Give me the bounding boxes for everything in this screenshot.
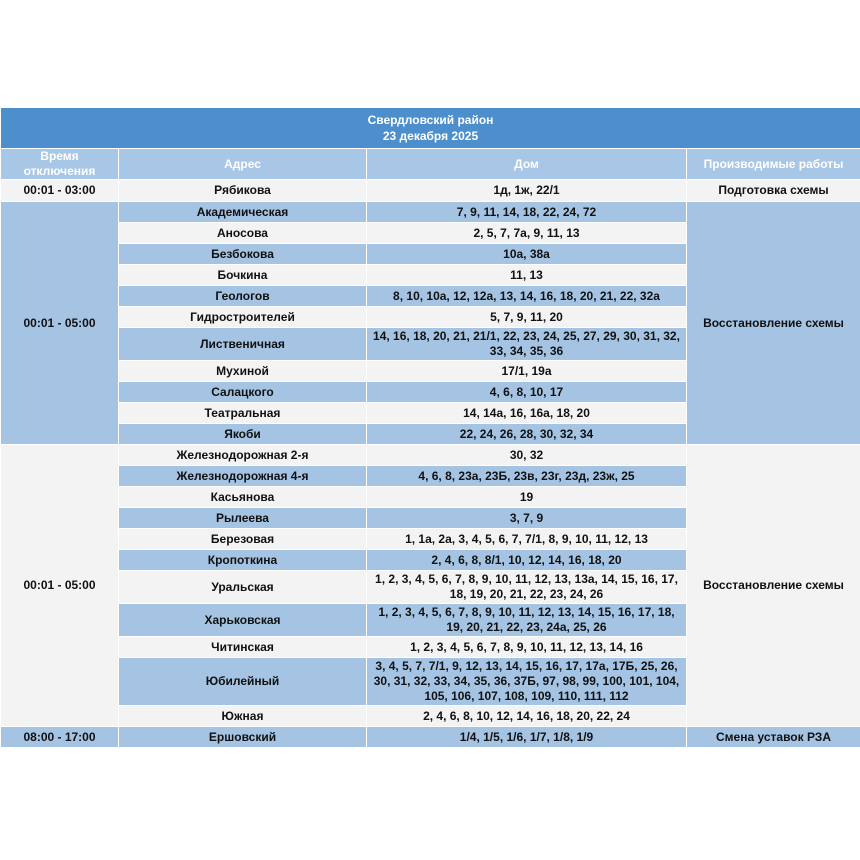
houses-cell: 14, 14а, 16, 16а, 18, 20 — [367, 403, 687, 424]
table-body — [1, 180, 860, 748]
table-row — [1, 445, 860, 466]
street-cell: Салацкого — [119, 382, 367, 403]
houses-cell: 14, 16, 18, 20, 21, 21/1, 22, 23, 24, 25, 27, 29, 30, 31, 32, 33, 34, 35, 36 — [367, 328, 687, 361]
houses-cell: 4, 6, 8, 10, 17 — [367, 382, 687, 403]
houses-cell: 11, 13 — [367, 265, 687, 286]
houses-cell: 10а, 38а — [367, 244, 687, 265]
houses-cell: 3, 7, 9 — [367, 508, 687, 529]
street-cell: Безбокова — [119, 244, 367, 265]
street-cell: Рылеева — [119, 508, 367, 529]
outage-time-cell: 00:01 - 05:00 — [1, 445, 119, 727]
street-cell: Лиственичная — [119, 328, 367, 361]
work-type-cell: Смена уставок РЗА — [687, 727, 860, 748]
street-cell: Бочкина — [119, 265, 367, 286]
houses-cell: 4, 6, 8, 23а, 23Б, 23в, 23г, 23д, 23ж, 25 — [367, 466, 687, 487]
outage-time-cell: 08:00 - 17:00 — [1, 727, 119, 748]
houses-cell: 2, 4, 6, 8, 8/1, 10, 12, 14, 16, 18, 20 — [367, 550, 687, 571]
houses-cell: 30, 32 — [367, 445, 687, 466]
work-type-cell: Подготовка схемы — [687, 180, 860, 202]
table-row — [1, 180, 860, 202]
houses-cell: 1, 2, 3, 4, 5, 6, 7, 8, 9, 10, 11, 12, 13, 13а, 14, 15, 16, 17, 18, 19, 20, 21, 22, 23, 24, 26 — [367, 571, 687, 604]
table-row — [1, 727, 860, 748]
houses-cell: 2, 5, 7, 7а, 9, 11, 13 — [367, 223, 687, 244]
houses-cell: 1, 2, 3, 4, 5, 6, 7, 8, 9, 10, 11, 12, 13, 14, 15, 16, 17, 18, 19, 20, 21, 22, 23, 24а, 25, 26 — [367, 604, 687, 637]
houses-cell: 1д, 1ж, 22/1 — [367, 180, 687, 202]
work-type-cell: Восстановление схемы — [687, 445, 860, 727]
street-cell: Харьковская — [119, 604, 367, 637]
column-header-row — [1, 149, 860, 180]
houses-cell: 1/4, 1/5, 1/6, 1/7, 1/8, 1/9 — [367, 727, 687, 748]
table-title — [1, 108, 860, 149]
street-cell: Ершовский — [119, 727, 367, 748]
houses-cell: 17/1, 19а — [367, 361, 687, 382]
street-cell: Гидростроителей — [119, 307, 367, 328]
table-title-row — [1, 108, 860, 149]
header-time: Время отключения — [1, 149, 119, 180]
houses-cell: 8, 10, 10а, 12, 12а, 13, 14, 16, 18, 20, 21, 22, 32а — [367, 286, 687, 307]
street-cell: Березовая — [119, 529, 367, 550]
houses-cell: 5, 7, 9, 11, 20 — [367, 307, 687, 328]
outage-date: 23 декабря 2025 — [382, 129, 479, 143]
street-cell: Академическая — [119, 202, 367, 223]
street-cell: Кропоткина — [119, 550, 367, 571]
outage-time-cell: 00:01 - 05:00 — [1, 202, 119, 445]
street-cell: Аносова — [119, 223, 367, 244]
houses-cell: 3, 4, 5, 7, 7/1, 9, 12, 13, 14, 15, 16, 17, 17а, 17Б, 25, 26, 30, 31, 32, 33, 34, 35, 36, 37Б, 97, 98, 99, 100, 101, 104, 105, 106, 107, 108, 109, 110, 111, 112 — [367, 658, 687, 706]
houses-cell: 1, 2, 3, 4, 5, 6, 7, 8, 9, 10, 11, 12, 13, 14, 16 — [367, 637, 687, 658]
street-cell: Читинская — [119, 637, 367, 658]
houses-cell: 7, 9, 11, 14, 18, 22, 24, 72 — [367, 202, 687, 223]
street-cell: Железнодорожная 4-я — [119, 466, 367, 487]
district-name: Свердловский район — [367, 113, 494, 127]
houses-cell: 22, 24, 26, 28, 30, 32, 34 — [367, 424, 687, 445]
houses-cell: 1, 1а, 2а, 3, 4, 5, 6, 7, 7/1, 8, 9, 10, 11, 12, 13 — [367, 529, 687, 550]
street-cell: Театральная — [119, 403, 367, 424]
outage-schedule-table — [0, 107, 860, 748]
street-cell: Мухиной — [119, 361, 367, 382]
header-work: Производимые работы — [687, 149, 860, 180]
header-street: Адрес — [119, 149, 367, 180]
street-cell: Юбилейный — [119, 658, 367, 706]
street-cell: Железнодорожная 2-я — [119, 445, 367, 466]
street-cell: Касьянова — [119, 487, 367, 508]
street-cell: Якоби — [119, 424, 367, 445]
houses-cell: 19 — [367, 487, 687, 508]
street-cell: Южная — [119, 706, 367, 727]
street-cell: Уральская — [119, 571, 367, 604]
houses-cell: 2, 4, 6, 8, 10, 12, 14, 16, 18, 20, 22, 24 — [367, 706, 687, 727]
header-houses: Дом — [367, 149, 687, 180]
street-cell: Геологов — [119, 286, 367, 307]
table-row — [1, 202, 860, 223]
outage-time-cell: 00:01 - 03:00 — [1, 180, 119, 202]
street-cell: Рябикова — [119, 180, 367, 202]
work-type-cell: Восстановление схемы — [687, 202, 860, 445]
